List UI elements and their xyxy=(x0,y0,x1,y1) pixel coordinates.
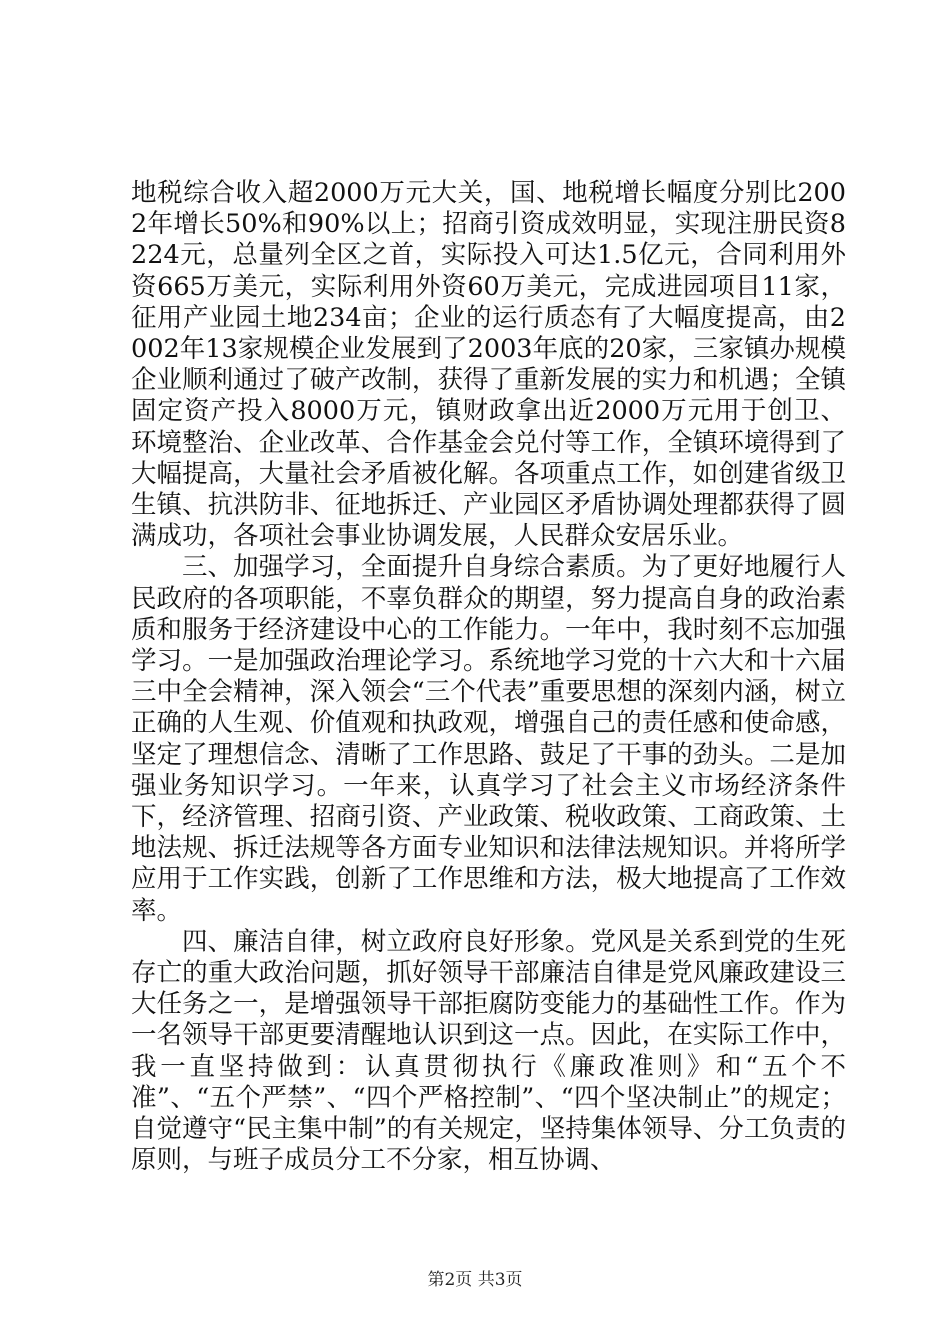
page-number-footer: 第2页 共3页 xyxy=(427,1270,523,1290)
paragraph-section-four: 四、廉洁自律，树立政府良好形象。党风是关系到党的生死存亡的重大政治问题，抓好领导干部廉洁自律是党风廉政建设三大任务之一，是增强领导干部拒腐防变能力的基础性工作。作为一名领导干部更要清醒地认识到这一点。因此，在实际工作中，我一直坚持做到：认真贯彻执行《廉政准则》和“五个不准”、“五个严禁”、“四个严格控制”、“四个坚决制止”的规定；自觉遵守“民主集中制”的有关规定，坚持集体领导、分工负责的原则，与班子成员分工不分家，相互协调、 xyxy=(131,926,846,1176)
paragraph-continuation: 地税综合收入超2000万元大关，国、地税增长幅度分别比2002年增长50%和90%以上；招商引资成效明显，实现注册民资8224元，总量列全区之首，实际投入可达1.5亿元，合同利用外资665万美元，实际利用外资60万美元，完成进园项目11家，征用产业园土地234亩；企业的运行质态有了大幅度提高，由2002年13家规模企业发展到了2003年底的20家，三家镇办规模企业顺利通过了破产改制，获得了重新发展的实力和机遇；全镇固定资产投入8000万元，镇财政拿出近2000万元用于创卫、环境整治、企业改革、合作基金会兑付等工作，全镇环境得到了大幅提高，大量社会矛盾被化解。各项重点工作，如创建省级卫生镇、抗洪防非、征地拆迁、产业园区矛盾协调处理都获得了圆满成功，各项社会事业协调发展，人民群众安居乐业。 xyxy=(131,178,846,552)
document-body xyxy=(131,178,846,1177)
paragraph-section-three: 三、加强学习，全面提升自身综合素质。为了更好地履行人民政府的各项职能，不辜负群众的期望，努力提高自身的政治素质和服务于经济建设中心的工作能力。一年中，我时刻不忘加强学习。一是加强政治理论学习。系统地学习党的十六大和十六届三中全会精神，深入领会“三个代表”重要思想的深刻内涵，树立正确的人生观、价值观和执政观，增强自己的责任感和使命感，坚定了理想信念、清晰了工作思路、鼓足了干事的劲头。二是加强业务知识学习。一年来，认真学习了社会主义市场经济条件下，经济管理、招商引资、产业政策、税收政策、工商政策、土地法规、拆迁法规等各方面专业知识和法律法规知识。并将所学应用于工作实践，创新了工作思维和方法，极大地提高了工作效率。 xyxy=(131,552,846,926)
